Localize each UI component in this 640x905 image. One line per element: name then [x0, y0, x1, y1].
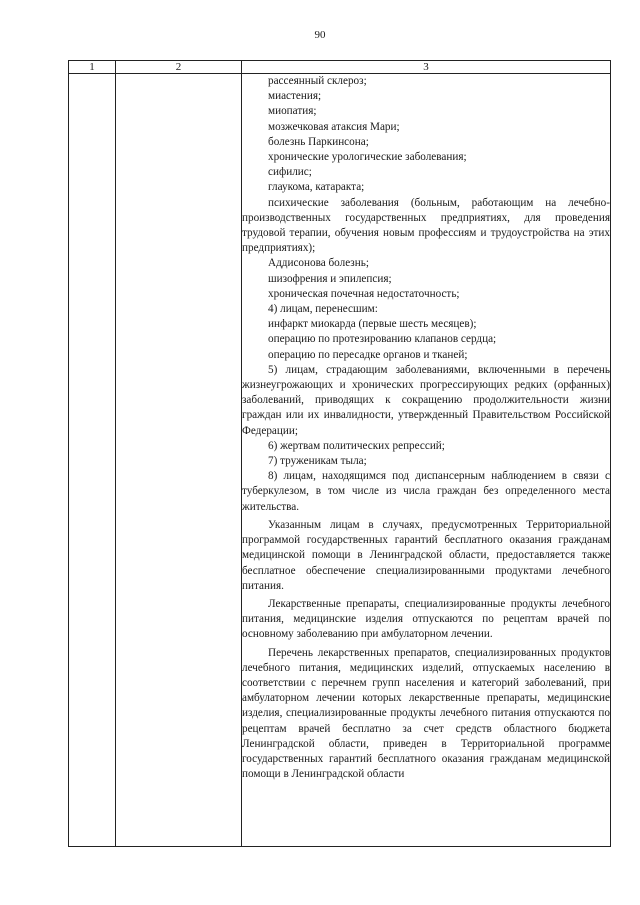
list-item-5: 5) лицам, страдающим заболеваниями, включенными в перечень жизнеугрожающих и хронических прогрессирующих редких (орфанных) заболеваний, приводящих к сокращению продолжительности жизни граждан или их инвалидности, утвержденный Правительством Российской Федерации; [242, 363, 610, 437]
disease-line: болезнь Паркинсона; [268, 135, 369, 148]
list-item-4: 4) лицам, перенесшим: [268, 303, 378, 316]
cell-col-1 [69, 74, 116, 847]
disease-line: инфаркт миокарда (первые шесть месяцев); [268, 318, 477, 331]
page-number: 90 [314, 29, 326, 41]
disease-line: операцию по пересадке органов и тканей; [268, 348, 468, 361]
psych-paragraph: психические заболевания (больным, работающим на лечебно-производственных государственных предприятиях, для проведения трудовой терапии, обучения новым профессиям и трудоустройства на этих предприятиях); [242, 196, 610, 255]
list-item-8: 8) лицам, находящимся под диспансерным наблюдением в связи с туберкулезом, в том числе из числа граждан без определенного места жительства. [242, 470, 610, 513]
disease-line: шизофрения и эпилепсия; [268, 272, 392, 285]
table-header-row [69, 61, 611, 74]
disease-line: миастения; [268, 90, 322, 103]
column-header-2: 2 [116, 61, 242, 74]
disease-line: миопатия; [268, 105, 317, 118]
list-item-6: 6) жертвам политических репрессий; [268, 439, 445, 452]
nutrition-paragraph: Указанным лицам в случаях, предусмотренных Территориальной программой государственных гарантий бесплатного оказания гражданам медицинской помощи в Ленинградской области, предоставляется также бесплатное обеспечение специализированными продуктами лечебного питания. [242, 518, 610, 592]
disease-line: операцию по протезированию клапанов сердца; [268, 333, 497, 346]
column-header-1: 1 [69, 61, 116, 74]
drug-list-paragraph: Перечень лекарственных препаратов, специализированных продуктов лечебного питания, медицинских изделий, отпускаемых населению в соответствии с перечнем групп населения и категорий заболеваний, при амбулаторном лечении которых лекарственные препараты, медицинские изделия, специализированные продукты лечебного питания отпускаются по рецептам врачей бесплатно за счет средств областного бюджета Ленинградской области, приведен в Территориальной программе государственных гарантий бесплатного оказания гражданам медицинской помощи в Ленинградской области [242, 646, 610, 781]
disease-line: рассеянный склероз; [268, 75, 367, 87]
disease-line: глаукома, катаракта; [268, 181, 365, 194]
disease-line: хронические урологические заболевания; [268, 151, 467, 164]
list-item-7: 7) труженикам тыла; [268, 455, 367, 468]
cell-col-2 [116, 74, 242, 847]
disease-line: мозжечковая атаксия Мари; [268, 120, 400, 133]
disease-line: сифилис; [268, 166, 312, 179]
table-row [69, 74, 611, 847]
column-header-3: 3 [242, 61, 611, 74]
disease-line: Аддисонова болезнь; [268, 257, 369, 270]
document-table [68, 60, 611, 847]
drugs-paragraph: Лекарственные препараты, специализированные продукты лечебного питания, медицинские изделия отпускаются по рецептам врачей по основному заболеванию при амбулаторном лечении. [242, 597, 610, 641]
disease-line: хроническая почечная недостаточность; [268, 287, 460, 300]
cell-col-3 [242, 74, 611, 847]
